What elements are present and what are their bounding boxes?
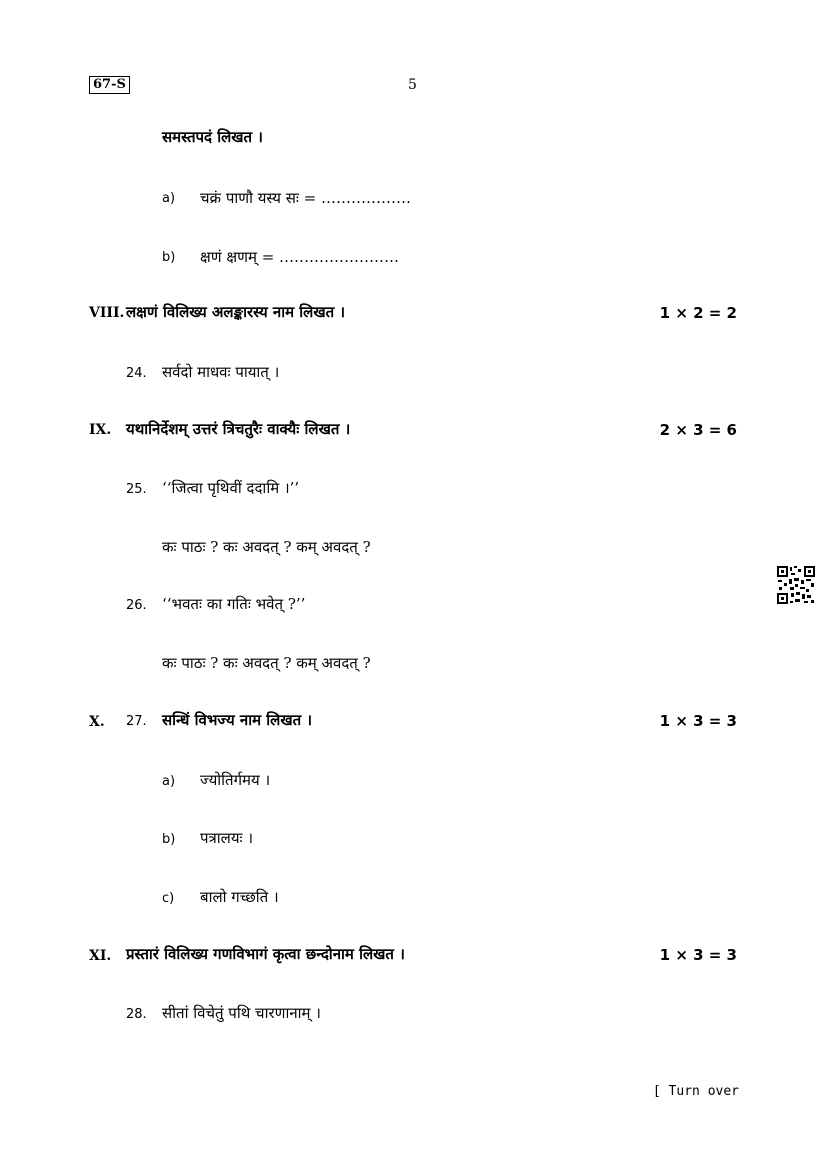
section-8-marks: 1 × 2 = 2 [659,304,737,322]
section-8-title: लक्षणं विलिख्य अलङ्कारस्य नाम लिखत । [126,303,346,321]
q27-item-c-label: c) [162,891,175,906]
q27-item-a-label: a) [162,774,176,789]
section-11-number: XI. [89,948,112,964]
question-26-number: 26. [126,598,147,613]
turn-over-label: [ Turn over [652,1084,739,1099]
q27-item-b-label: b) [162,832,176,847]
paper-code: 67-S [89,76,130,94]
question-28-text: सीतां विचेतुं पथि चारणानाम् । [162,1004,321,1022]
section-9-number: IX. [89,422,112,438]
top-instruction: समस्तपदं लिखत । [162,128,263,146]
question-24-text: सर्वदो माधवः पायात् । [162,363,280,381]
question-25-number: 25. [126,482,147,497]
question-25-sub: कः पाठः ? कः अवदत् ? कम् अवदत् ? [162,538,371,556]
section-11-marks: 1 × 3 = 3 [659,946,737,964]
section-10-number: X. [89,714,105,730]
question-26-text: ‘‘भवतः का गतिः भवेत् ?’’ [162,595,306,613]
question-24-number: 24. [126,366,147,381]
q27-item-c-text: बालो गच्छति । [200,888,279,906]
question-25-text: ‘‘जित्वा पृथिवीं ददामि ।’’ [162,479,300,497]
page-number: 5 [408,77,417,93]
section-9-marks: 2 × 3 = 6 [659,421,737,439]
top-item-b-label: b) [162,250,176,265]
top-item-b-text: क्षणं क्षणम् = …………………… [200,248,400,266]
section-8-number: VIII. [89,305,125,321]
section-10-title: सन्धिं विभज्य नाम लिखत । [162,711,313,729]
question-27-number: 27. [126,714,147,729]
qr-code-icon [776,565,816,605]
top-item-a-label: a) [162,191,176,206]
q27-item-b-text: पत्रालयः । [200,829,254,847]
section-9-title: यथानिर्देशम् उत्तरं त्रिचतुरैः वाक्यैः लिखत । [126,420,351,438]
section-11-title: प्रस्तारं विलिख्य गणविभागं कृत्वा छन्दोनाम लिखत । [126,945,405,963]
question-28-number: 28. [126,1007,147,1022]
section-10-marks: 1 × 3 = 3 [659,712,737,730]
q27-item-a-text: ज्योतिर्गमय । [200,771,271,789]
top-item-a-text: चक्रं पाणौ यस्य सः = ……………… [200,189,411,207]
question-26-sub: कः पाठः ? कः अवदत् ? कम् अवदत् ? [162,654,371,672]
